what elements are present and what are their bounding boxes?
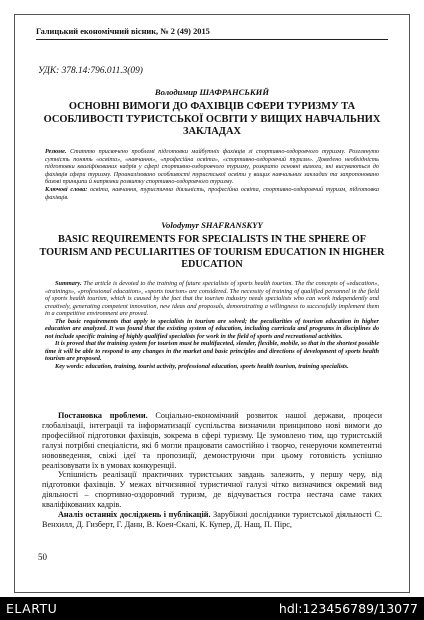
footer-bar xyxy=(0,597,424,620)
page-number: 50 xyxy=(38,552,47,562)
summary-en-label: Summary. xyxy=(55,280,82,287)
title-ua: ОСНОВНІ ВИМОГИ ДО ФАХІВЦІВ СФЕРИ ТУРИЗМУ ТА ОСОБЛИВОСТІ ТУРИСТСЬКОЇ ОСВІТИ У ВИЩИХ НАВЧАЛЬНИХ ЗАКЛАДАХ xyxy=(43,101,381,138)
abstract-ua xyxy=(45,148,379,201)
author-en: Volodymyr SHAFRANSKYY xyxy=(161,220,263,230)
footer-repository-label: ELARTU xyxy=(6,601,58,616)
body-p3-text: Зарубіжні дослідники туристської діяльності С. Венхилл, Д. Гизберт, Г. Данн, В. Коен-Скалі, К. Купер, Д. Нащ, П. Пірс, xyxy=(42,510,382,529)
body-p2: Успішність реалізації практичних туристських завдань залежить, у першу черу, від підготовки фахівців. У межах вітчизняної туристичної галузі чітко визначився окремий вид діяльності – спортивно-оздоровчий туризм, де відчувається гостра нестача саме таких кваліфікованих кадрів. xyxy=(42,470,382,510)
summary-en-text: The article is devoted to the training of future specialists of sports health tourism. The the concepts of «education», «trainings», «professional education», «sports tourism» are considered. The necessity of training of qualified personnel in the field of sports health tourism, which is caused by the fact that the tourism industry needs specialists who can work independently and creatively, generating competent innovation, new ideas and proposals, demonstrating a willingness to successfully implement them in a competitive environment are proved. xyxy=(45,280,380,317)
keywords-ua-label: Ключові слова: xyxy=(45,185,88,193)
author-ua: Володимир ШАФРАНСЬКИЙ xyxy=(154,87,270,97)
article-body xyxy=(42,411,382,530)
abstract-ua-text: Статтю присвячено проблемі підготовки майбутніх фахівців зі спортивно-оздоровчого туризму. Розглянуто сутність понять «освіта», «навчання», «професійна освіта», «спортивно-оздоровчий туризм». Доведено необхідність підготовки кваліфікованих кадрів у сфері спортивно-оздоровчого туризму, розкрито основні вимоги, які висуваються до фахівців сфери туризму. Проаналізовано особливості туристської освіти у вищих навчальних закладах та запропоновано базові принципи й напрямки розвитку спортивно-оздоровчого туризму. xyxy=(45,148,380,186)
summary-en xyxy=(45,280,379,370)
title-en: BASIC REQUIREMENTS FOR SPECIALISTS IN THE SPHERE OF TOURISM AND PECULIARITIES OF TOURISM EDUCATION IN HIGHER EDUCATION xyxy=(39,234,385,271)
abstract-ua-label: Резюме. xyxy=(45,148,67,155)
udk-code: УДК: 378.14:796.011.3(09) xyxy=(38,66,143,76)
running-header: Галицький економічний вісник, № 2 (49) 2015 xyxy=(36,27,388,40)
body-p1-text: Соціально-економічний розвиток нашої держави, процеси глобалізації, інтеграції та інформатизації суспільства визначили принципово нові вимоги до професійної підготовки фахівців, зокрема в сфері туризму. Це зумовлено тим, що туристській галузі потрібні спеціалісти, які б могли працювати самостійно і творчо, генеруючи компетентні нововведення, свіжі ідеї та пропозиції, демонструючи при цьому готовність успішно реалізовувати їх в умовах конкуренції. xyxy=(42,411,382,470)
keywords-ua-text: освіта, навчання, туристична діяльність, професійна освіта, спортивно-оздоровчий туризм, підготовка фахівців. xyxy=(45,185,380,201)
body-p1-label: Постановка проблеми. xyxy=(58,411,148,420)
summary-en-bold-2: It is proved that the training system for tourism must be multifaceted, slender, flexible, mobile, so that in the shortest possible time it will be able to respond to any changes in the market and basic principles and directions of development of sports health tourism are proposed. xyxy=(45,340,379,362)
body-p3-label: Аналіз останніх досліджень і публікацій. xyxy=(58,510,211,520)
summary-en-bold-1: The basic requirements that apply to specialists in tourism are solved; the peculiarities of tourism education in higher education are analyzed. It was found that the existing system of education, including curricula and programs in disciplines do not include specific training of highly qualified specialists for work in the field of sports and recreational activities. xyxy=(45,317,379,340)
keywords-en-text: education, training, tourist activity, professional education, sports health tourism, training specialists. xyxy=(85,362,349,370)
footer-handle-link[interactable]: hdl:123456789/13077 xyxy=(278,601,418,616)
keywords-en-label: Key words: xyxy=(55,362,84,370)
